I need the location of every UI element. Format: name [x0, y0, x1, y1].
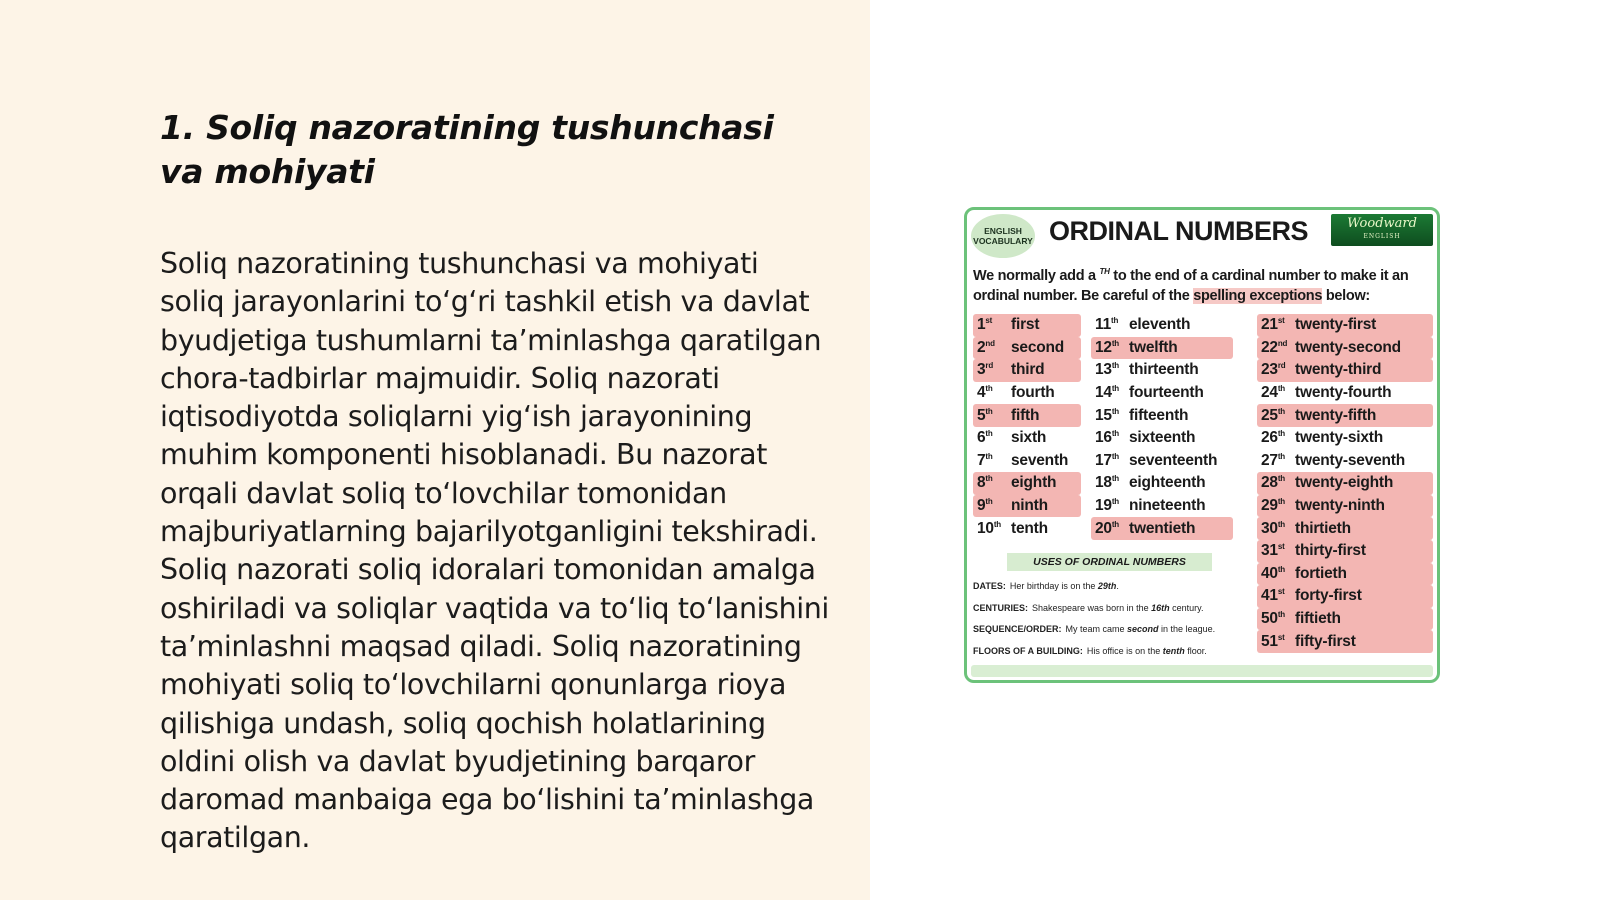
ordinal-digits: 17: [1095, 451, 1112, 469]
ordinal-suffix: th: [1277, 429, 1285, 439]
ordinal-digits: 14: [1095, 384, 1112, 402]
ordinal-suffix: th: [993, 519, 1001, 529]
ordinal-word: twelfth: [1129, 338, 1178, 356]
ordinal-digits: 1: [977, 316, 986, 334]
ordinal-suffix: th: [1277, 609, 1285, 619]
use-em: second: [1127, 624, 1159, 634]
ordinal-word: twenty-second: [1295, 338, 1401, 356]
infographic-intro: [973, 262, 1438, 306]
ordinal-number: [1261, 429, 1295, 447]
ordinal-row: [1257, 314, 1433, 337]
intro-th: TH: [1099, 267, 1110, 276]
ordinal-suffix: nd: [985, 338, 995, 348]
ordinal-number: [977, 339, 1011, 357]
ordinal-digits: 24: [1261, 384, 1278, 402]
ordinal-digits: 16: [1095, 429, 1112, 447]
ordinal-numbers-infographic: [964, 207, 1440, 683]
ordinal-number: [1261, 610, 1295, 628]
ordinal-suffix: th: [1277, 564, 1285, 574]
ordinal-word: twenty-first: [1295, 316, 1377, 334]
ordinal-suffix: th: [985, 474, 993, 484]
ordinal-suffix: th: [1111, 474, 1119, 484]
ordinal-digits: 2: [977, 338, 986, 356]
ordinal-word: thirteenth: [1129, 361, 1199, 379]
ordinal-number: [977, 407, 1011, 425]
ordinal-number: [1095, 497, 1129, 515]
ordinal-word: sixth: [1011, 429, 1047, 447]
ordinal-row: [1257, 382, 1433, 405]
ordinal-row: [1091, 472, 1233, 495]
use-row: [973, 576, 1253, 598]
ordinal-row: [973, 382, 1081, 405]
ordinal-word: seventh: [1011, 451, 1069, 469]
ordinal-digits: 11: [1095, 316, 1111, 334]
ordinal-digits: 28: [1261, 474, 1278, 492]
ordinal-row: [1091, 517, 1233, 540]
ordinal-number: [1095, 339, 1129, 357]
ordinal-word: tenth: [1011, 519, 1048, 537]
ordinal-suffix: th: [1277, 496, 1285, 506]
ordinal-digits: 50: [1261, 610, 1278, 628]
ordinal-row: [1257, 517, 1433, 540]
ordinal-number: [977, 452, 1011, 470]
ordinal-suffix: nd: [1277, 338, 1288, 348]
ordinal-number: [1095, 429, 1129, 447]
ordinal-suffix: th: [985, 406, 993, 416]
ordinal-number: [1261, 587, 1295, 605]
ordinal-number: [1095, 361, 1129, 379]
ordinal-suffix: th: [1111, 338, 1119, 348]
use-row: [973, 619, 1253, 641]
ordinal-word: seventeenth: [1129, 451, 1218, 469]
infographic-footer-bar: [971, 665, 1433, 677]
ordinal-digits: 31: [1261, 542, 1278, 560]
ordinal-column-1: [973, 314, 1081, 540]
intro-highlight: spelling exceptions: [1193, 287, 1323, 304]
ordinal-number: [1261, 452, 1295, 470]
ordinal-suffix: st: [1277, 632, 1285, 642]
ordinal-suffix: th: [1277, 451, 1285, 461]
ordinal-number: [977, 497, 1011, 515]
use-label: SEQUENCE/ORDER:: [973, 624, 1062, 634]
ordinal-row: [1257, 427, 1433, 450]
uses-list: [973, 576, 1253, 662]
ordinal-word: twenty-seventh: [1295, 451, 1406, 469]
ordinal-number: [1261, 407, 1295, 425]
ordinal-row: [1257, 472, 1433, 495]
ordinal-digits: 26: [1261, 429, 1278, 447]
ordinal-word: nineteenth: [1129, 497, 1206, 515]
ordinal-word: thirty-first: [1295, 542, 1366, 560]
ordinal-number: [1261, 542, 1295, 560]
intro-text-3: below:: [1322, 287, 1370, 304]
ordinal-digits: 10: [977, 519, 994, 537]
ordinal-row: [1257, 359, 1433, 382]
ordinal-row: [1257, 495, 1433, 518]
ordinal-digits: 5: [977, 406, 986, 424]
ordinal-row: [1091, 495, 1233, 518]
ordinal-row: [1257, 630, 1433, 653]
ordinal-word: fourth: [1011, 384, 1055, 402]
ordinal-suffix: th: [1111, 406, 1119, 416]
ordinal-word: eighteenth: [1129, 474, 1206, 492]
ordinal-digits: 20: [1095, 519, 1112, 537]
ordinal-row: [1257, 337, 1433, 360]
use-label: FLOORS OF A BUILDING:: [973, 645, 1083, 656]
ordinal-number: [1095, 474, 1129, 492]
use-label: DATES:: [973, 581, 1006, 591]
ordinal-digits: 22: [1261, 338, 1278, 356]
use-pre: His office is on the: [1086, 645, 1163, 656]
ordinal-word: fifth: [1011, 406, 1040, 424]
ordinal-word: fifteenth: [1129, 406, 1189, 424]
ordinal-digits: 6: [977, 429, 986, 447]
ordinal-word: third: [1011, 361, 1045, 379]
uses-title: USES OF ORDINAL NUMBERS: [1007, 553, 1212, 571]
ordinal-word: twentieth: [1129, 519, 1196, 537]
ordinal-row: [1091, 359, 1233, 382]
ordinal-number: [1261, 497, 1295, 515]
ordinal-digits: 18: [1095, 474, 1112, 492]
ordinal-word: fortieth: [1295, 564, 1347, 582]
use-pre: Her birthday is on the: [1009, 581, 1098, 591]
logo-subtext: ENGLISH: [1363, 233, 1401, 240]
ordinal-number: [1095, 316, 1129, 334]
ordinal-row: [973, 314, 1081, 337]
ordinal-digits: 9: [977, 497, 986, 515]
ordinal-row: [1257, 608, 1433, 631]
use-pre: My team came: [1065, 624, 1128, 634]
ordinal-number: [977, 361, 1011, 379]
ordinal-word: twenty-sixth: [1295, 429, 1384, 447]
ordinal-number: [1261, 384, 1295, 402]
ordinal-digits: 25: [1261, 406, 1278, 424]
ordinal-word: fifty-first: [1295, 632, 1356, 650]
ordinal-word: second: [1011, 338, 1065, 356]
ordinal-number: [977, 429, 1011, 447]
ordinal-row: [973, 337, 1081, 360]
use-pre: Shakespeare was born in the: [1032, 602, 1152, 613]
use-post: century.: [1169, 602, 1204, 613]
ordinal-row: [973, 450, 1081, 473]
ordinal-number: [1261, 633, 1295, 651]
ordinal-word: twenty-ninth: [1295, 497, 1385, 515]
ordinal-digits: 30: [1261, 519, 1278, 537]
ordinal-word: eighth: [1011, 474, 1057, 492]
ordinal-number: [1095, 452, 1129, 470]
woodward-logo: [1331, 214, 1433, 246]
ordinal-suffix: th: [1277, 474, 1285, 484]
ordinal-digits: 12: [1095, 338, 1112, 356]
use-post: in the league.: [1158, 624, 1216, 634]
ordinal-digits: 13: [1095, 361, 1112, 379]
use-em: 16th: [1151, 602, 1170, 613]
ordinal-row: [1257, 563, 1433, 586]
ordinal-row: [1257, 585, 1433, 608]
ordinal-number: [1261, 339, 1295, 357]
ordinal-row: [973, 517, 1081, 540]
ordinal-digits: 7: [977, 451, 986, 469]
ordinal-digits: 27: [1261, 451, 1278, 469]
ordinal-suffix: th: [1111, 384, 1119, 393]
ordinal-suffix: th: [985, 429, 993, 439]
ordinal-number: [1095, 407, 1129, 425]
ordinal-number: [977, 520, 1011, 538]
ordinal-word: twenty-eighth: [1295, 474, 1394, 492]
ordinal-digits: 4: [977, 384, 986, 402]
use-post: floor.: [1184, 645, 1207, 656]
ordinal-number: [1261, 474, 1295, 492]
ordinal-word: twenty-third: [1295, 361, 1382, 379]
ordinal-number: [1261, 361, 1295, 379]
ordinal-suffix: th: [985, 496, 993, 506]
ordinal-number: [1261, 520, 1295, 538]
ordinal-suffix: st: [1277, 542, 1285, 552]
ordinal-row: [1257, 540, 1433, 563]
english-vocabulary-badge: [971, 214, 1035, 258]
ordinal-suffix: th: [1111, 316, 1119, 326]
ordinal-suffix: rd: [1277, 361, 1286, 371]
ordinal-suffix: th: [985, 384, 993, 393]
ordinal-suffix: th: [985, 451, 993, 461]
use-row: [973, 641, 1253, 663]
ordinal-suffix: th: [1277, 384, 1285, 393]
ordinal-number: [1261, 565, 1295, 583]
ordinal-suffix: rd: [985, 361, 994, 371]
ordinal-digits: 8: [977, 474, 986, 492]
ordinal-row: [973, 404, 1081, 427]
ordinal-digits: 19: [1095, 497, 1112, 515]
logo-text: Woodward: [1347, 216, 1417, 231]
ordinal-row: [1091, 314, 1233, 337]
use-label: CENTURIES:: [973, 602, 1029, 613]
ordinal-suffix: th: [1111, 451, 1119, 461]
ordinal-digits: 40: [1261, 564, 1278, 582]
use-row: [973, 598, 1253, 620]
slide-body-text: Soliq nazoratining tushunchasi va mohiyati soliq jarayonlarini to‘g‘ri tashkil etish va davlat byudjetiga tushumlarni ta’minlashga qaratilgan chora-tadbirlar majmuidir. Soliq nazorati iqtisodiyotda soliqlarni yig‘ish jarayonining muhim komponenti hisoblanadi. Bu nazorat orqali davlat soliq to‘lovchilar tomonidan majburiyatlarning bajarilyotganligini tekshiradi. Soliq nazorati soliq idoralari tomonidan amalga oshiriladi va soliqlar vaqtida va to‘liq to‘lanishini ta’minlashni maqsad qiladi. Soliq nazoratining mohiyati soliq to‘lovchilarni qonunlarga rioya qilishiga undash, soliq qochish holatlarining oldini olish va davlat byudjetining barqaror daromad manbaiga ega bo‘lishini ta’minlashga qaratilgan.: [160, 247, 829, 855]
badge-line-2: VOCABULARY: [973, 236, 1033, 246]
ordinal-number: [1095, 384, 1129, 402]
ordinal-row: [1091, 382, 1233, 405]
ordinal-suffix: th: [1111, 519, 1119, 529]
intro-text-2: to the end of a cardinal number to make it an ordinal number. Be careful of the: [973, 267, 1409, 304]
ordinal-row: [1257, 450, 1433, 473]
infographic-title: ORDINAL NUMBERS: [1049, 216, 1309, 246]
ordinal-suffix: st: [1277, 587, 1285, 597]
ordinal-word: ninth: [1011, 497, 1048, 515]
ordinal-digits: 3: [977, 361, 986, 379]
ordinal-number: [1261, 316, 1295, 334]
use-em: tenth: [1162, 645, 1185, 656]
ordinal-digits: 23: [1261, 361, 1278, 379]
ordinal-suffix: st: [1277, 316, 1285, 326]
ordinal-word: thirtieth: [1295, 519, 1351, 537]
ordinal-suffix: th: [1277, 406, 1285, 416]
ordinal-word: forty-first: [1295, 587, 1362, 605]
ordinal-digits: 21: [1261, 316, 1278, 334]
ordinal-suffix: th: [1111, 429, 1119, 439]
slide-heading: 1. Soliq nazoratining tushunchasi va mohiyati: [160, 108, 774, 191]
ordinal-word: eleventh: [1129, 316, 1191, 334]
ordinal-digits: 29: [1261, 497, 1278, 515]
ordinal-row: [973, 495, 1081, 518]
ordinal-row: [1091, 450, 1233, 473]
intro-text-1: We normally add a: [973, 267, 1100, 284]
ordinal-word: fiftieth: [1295, 610, 1341, 628]
ordinal-digits: 51: [1261, 632, 1278, 650]
ordinal-suffix: th: [1111, 496, 1119, 506]
use-em: 29th: [1097, 581, 1117, 591]
ordinal-column-2: [1091, 314, 1233, 540]
ordinal-suffix: th: [1111, 361, 1119, 371]
ordinal-word: twenty-fifth: [1295, 406, 1377, 424]
ordinal-row: [973, 427, 1081, 450]
ordinal-word: first: [1011, 316, 1040, 334]
ordinal-number: [1095, 520, 1129, 538]
ordinal-suffix: th: [1277, 519, 1285, 529]
use-post: .: [1116, 581, 1119, 591]
ordinal-digits: 41: [1261, 587, 1278, 605]
ordinal-number: [977, 384, 1011, 402]
ordinal-row: [1091, 404, 1233, 427]
ordinal-word: twenty-fourth: [1295, 384, 1392, 402]
badge-line-1: ENGLISH: [984, 226, 1022, 236]
ordinal-row: [973, 472, 1081, 495]
ordinal-number: [977, 474, 1011, 492]
ordinal-suffix: st: [985, 316, 993, 326]
ordinal-row: [1091, 427, 1233, 450]
ordinal-row: [973, 359, 1081, 382]
ordinal-word: sixteenth: [1129, 429, 1196, 447]
ordinal-row: [1091, 337, 1233, 360]
ordinal-column-3: [1257, 314, 1433, 653]
ordinal-row: [1257, 404, 1433, 427]
ordinal-digits: 15: [1095, 406, 1112, 424]
ordinal-word: fourteenth: [1129, 384, 1204, 402]
ordinal-number: [977, 316, 1011, 334]
